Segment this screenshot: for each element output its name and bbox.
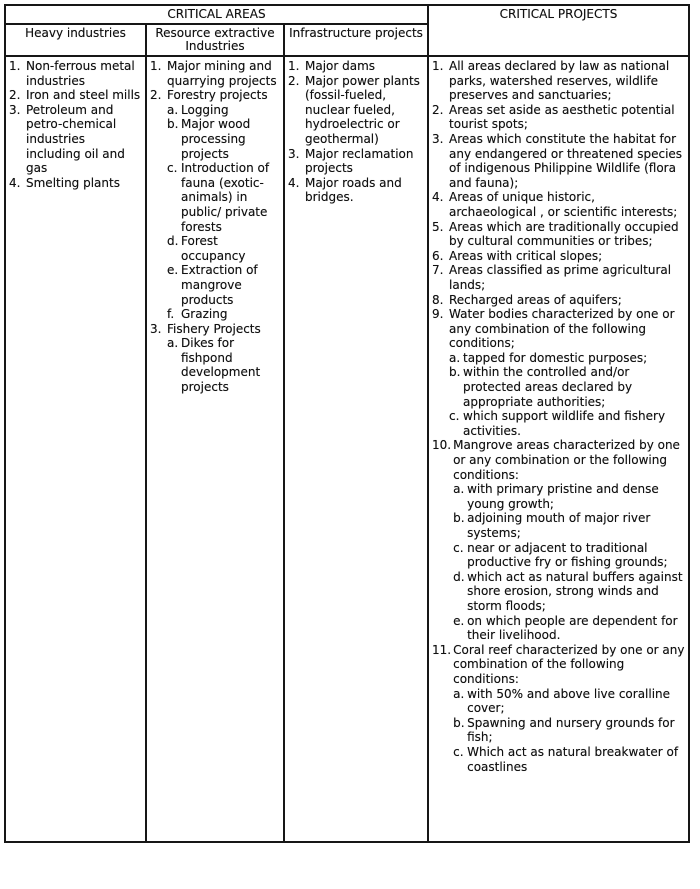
list-item <box>9 176 142 191</box>
list-item <box>9 59 142 88</box>
item-text: Grazing <box>181 307 228 322</box>
list-item <box>453 541 685 570</box>
item-text: Forestry projects a. Logging b. Major wood processing projects c. Introduction of fauna (exotic-animals) in public/ private forests d. Forest occupancy e. Extraction of mangrove products f. Grazing <box>167 88 280 322</box>
item-number: 1. <box>288 59 300 73</box>
resource-extractive-list <box>150 59 280 395</box>
item-number: 3. <box>432 131 444 146</box>
list-item <box>167 307 280 322</box>
list-item <box>167 161 280 234</box>
item-text: which support wildlife and fishery activities. <box>463 409 666 438</box>
item-number: 4. <box>288 175 300 190</box>
item-text: Major wood processing projects <box>181 117 251 161</box>
item-text: Areas of unique historic, archaeological , or scientific interests; <box>449 190 678 219</box>
item-text: Major reclamation projects <box>305 146 414 176</box>
list-item <box>167 234 280 263</box>
list-item <box>449 409 685 438</box>
list-item <box>432 190 685 219</box>
list-item <box>432 293 685 308</box>
item-number: a. <box>167 336 179 351</box>
critical-areas-projects-table <box>4 4 690 843</box>
item-text: tapped for domestic purposes; <box>463 350 648 365</box>
item-text: with 50% and above live coralline cover; <box>467 686 671 716</box>
item-text: Non-ferrous metal industries <box>26 59 135 88</box>
list-item <box>453 570 685 614</box>
item-number: 4. <box>9 175 21 190</box>
item-text: Areas which constitute the habitat for any endangered or threatened species of indigenous Philippine Wildlife (flora and fauna); <box>449 131 683 190</box>
item-number: 3. <box>150 321 162 336</box>
list-item <box>449 351 685 366</box>
list-item <box>167 103 280 118</box>
item-text: Spawning and nursery grounds for fish; <box>467 715 675 745</box>
item-text: near or adjacent to traditional productive fry or fishing grounds; <box>467 540 668 570</box>
list-item <box>432 220 685 249</box>
item-number: 2. <box>150 88 162 103</box>
item-text: Mangrove areas characterized by one or any combination or the following conditions: a. with primary pristine and dense young growth; b. adjoining mouth of major river systems; c. near or adjacent to traditional productive fry or fishing grounds; d. which act as natural buffers against shore erosion, strong winds and storm floods; e. on which people are dependent for their livelihood. <box>453 438 685 642</box>
item-number: c. <box>453 744 464 759</box>
list-item <box>432 249 685 264</box>
item-text: All areas declared by law as national parks, watershed reserves, wildlife preserves and sanctuaries; <box>449 59 670 103</box>
item-number: 1. <box>9 59 21 73</box>
item-text: Major power plants (fossil-fueled, nuclear fueled, hydroelectric or geothermal) <box>305 73 420 146</box>
list-item <box>288 59 424 74</box>
item-number: 2. <box>9 88 21 103</box>
item-number: 1. <box>150 59 162 73</box>
item-number: 9. <box>432 307 444 322</box>
list-item <box>453 614 685 643</box>
item-number: c. <box>449 409 460 424</box>
list-item <box>453 511 685 540</box>
column-header-heavy-industries: Heavy industries <box>5 24 146 56</box>
infrastructure-cell <box>284 56 428 842</box>
item-text: Areas with critical slopes; <box>449 248 603 263</box>
item-text: Dikes for fishpond development projects <box>181 336 261 395</box>
item-text: Smelting plants <box>26 175 120 190</box>
item-number: 1. <box>432 59 444 73</box>
item-number: c. <box>453 540 464 555</box>
list-item <box>167 336 280 394</box>
item-text: Introduction of fauna (exotic-animals) in public/ private forests <box>181 161 270 234</box>
list-item <box>432 307 685 438</box>
list-item <box>453 687 685 716</box>
item-number: a. <box>453 686 465 701</box>
item-number: b. <box>453 715 465 730</box>
item-number: 2. <box>288 73 300 88</box>
column-header-resource-extractive: Resource extractive Industries <box>146 24 284 56</box>
item-text: with primary pristine and dense young growth; <box>467 482 659 511</box>
list-item <box>288 147 424 176</box>
list-item <box>167 117 280 161</box>
list-item <box>150 59 280 88</box>
list-item <box>150 88 280 322</box>
item-number: d. <box>453 569 465 584</box>
item-text: Areas which are traditionally occupied by cultural communities or tribes; <box>449 219 679 249</box>
list-item <box>167 263 280 307</box>
item-number: b. <box>449 365 461 380</box>
list-item <box>432 59 685 103</box>
item-text: Areas set aside as aesthetic potential tourist spots; <box>449 102 675 132</box>
item-number: e. <box>167 263 179 278</box>
item-number: b. <box>453 511 465 526</box>
item-number: 11. <box>432 642 452 657</box>
item-number: 4. <box>432 190 444 205</box>
critical-projects-list <box>432 59 685 774</box>
list-item <box>288 176 424 205</box>
list-item <box>432 132 685 190</box>
resource-extractive-cell <box>146 56 284 842</box>
item-number: a. <box>449 350 461 365</box>
item-number: a. <box>453 482 465 497</box>
heavy-industries-cell <box>5 56 146 842</box>
item-text: on which people are dependent for their livelihood. <box>467 613 678 643</box>
item-number: d. <box>167 234 179 249</box>
item-text: which act as natural buffers against shore erosion, strong winds and storm floods; <box>467 569 683 613</box>
item-text: Iron and steel mills <box>26 88 141 103</box>
list-item <box>150 322 280 395</box>
item-number: 5. <box>432 219 444 234</box>
item-text: adjoining mouth of major river systems; <box>467 511 651 540</box>
item-text: Major roads and bridges. <box>305 175 402 205</box>
critical-projects-cell <box>428 56 689 842</box>
list-item <box>432 263 685 292</box>
item-text: Petroleum and petro-chemical industries including oil and gas <box>26 102 125 176</box>
list-item <box>432 643 685 774</box>
item-number: 3. <box>288 146 300 161</box>
infrastructure-list <box>288 59 424 205</box>
item-text: Fishery Projects a. Dikes for fishpond development projects <box>167 322 280 395</box>
list-item <box>432 438 685 642</box>
item-text: Areas classified as prime agricultural lands; <box>449 263 672 292</box>
list-item <box>453 745 685 774</box>
column-header-infrastructure: Infrastructure projects <box>284 24 428 56</box>
list-item <box>288 74 424 147</box>
list-item <box>9 103 142 176</box>
item-text: within the controlled and/or protected areas declared by appropriate authorities; <box>463 365 633 409</box>
list-item <box>453 716 685 745</box>
item-text: Major dams <box>305 59 376 73</box>
item-text: Coral reef characterized by one or any combination of the following conditions: a. with 50% and above live coralline cover; b. Spawning and nursery grounds for fish; c. Which act as natural breakwater of coastlines <box>453 642 685 774</box>
item-text: Which act as natural breakwater of coastlines <box>467 744 679 774</box>
item-text: Forest occupancy <box>181 234 246 263</box>
item-number: e. <box>453 613 465 628</box>
list-item <box>9 88 142 103</box>
item-text: Water bodies characterized by one or any combination of the following conditions; a. tapped for domestic purposes; b. within the controlled and/or protected areas declared by appropriate authorities; c. which support wildlife and fishery activities. <box>449 307 685 438</box>
item-text: Extraction of mangrove products <box>181 263 258 307</box>
item-text: Recharged areas of aquifers; <box>449 292 622 307</box>
heavy-industries-list <box>9 59 142 190</box>
critical-areas-header: CRITICAL AREAS <box>5 5 428 24</box>
item-number: c. <box>167 161 178 176</box>
list-item <box>449 365 685 409</box>
item-number: b. <box>167 117 179 132</box>
item-number: 3. <box>9 102 21 117</box>
item-number: 7. <box>432 263 444 278</box>
item-number: 2. <box>432 102 444 117</box>
list-item <box>432 103 685 132</box>
item-text: Major mining and quarrying projects <box>167 59 277 88</box>
item-number: a. <box>167 102 179 117</box>
critical-projects-header: CRITICAL PROJECTS <box>428 5 689 56</box>
item-text: Logging <box>181 102 229 117</box>
item-number: 8. <box>432 292 444 307</box>
item-number: 10. <box>432 438 452 453</box>
item-number: 6. <box>432 248 444 263</box>
item-number: f. <box>167 307 175 322</box>
list-item <box>453 482 685 511</box>
